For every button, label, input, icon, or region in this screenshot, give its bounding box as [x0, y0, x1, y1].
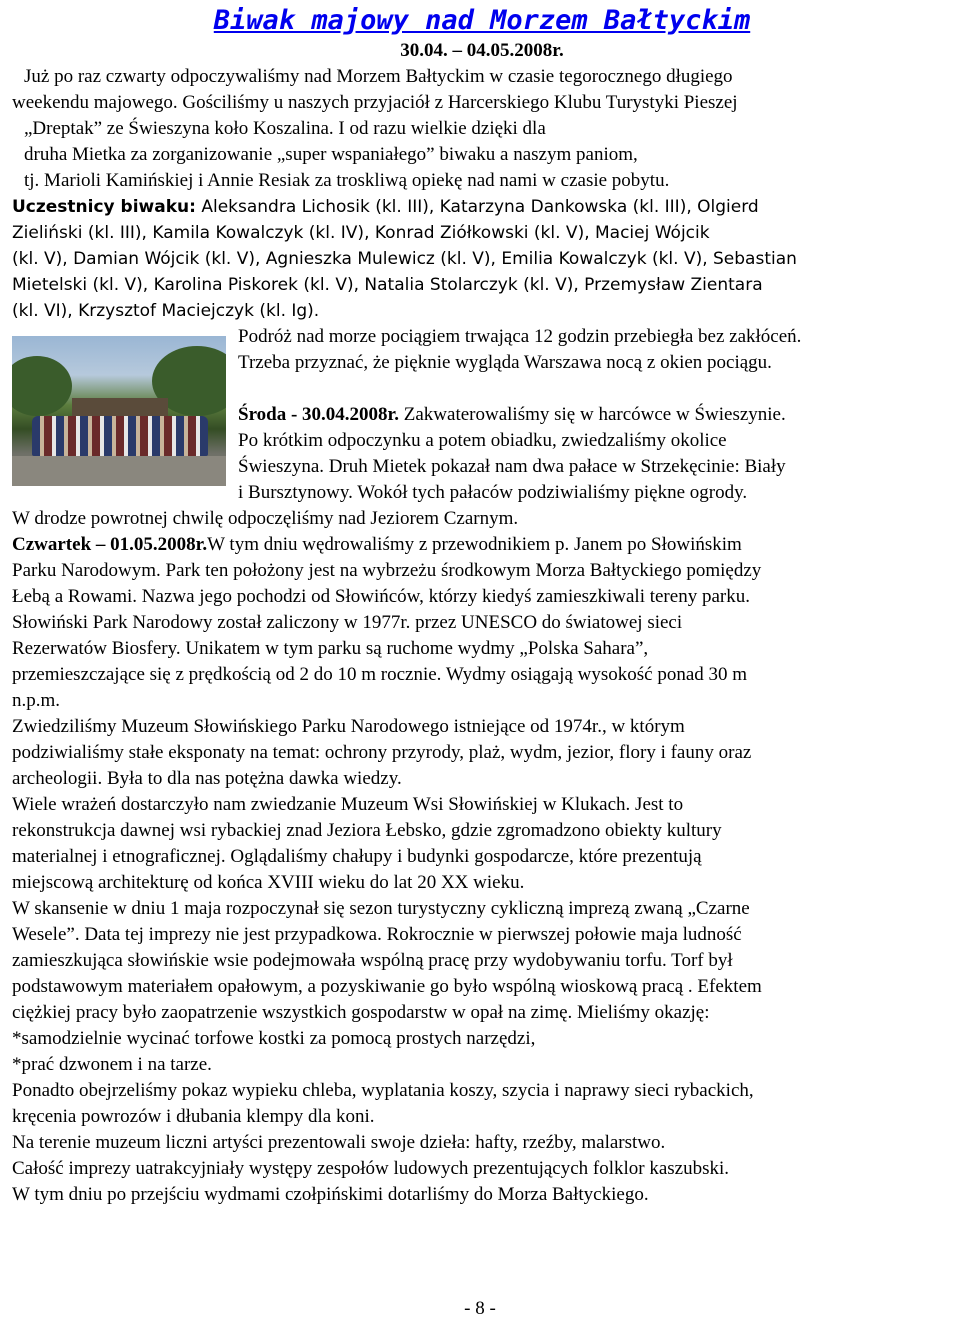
- skansen-line: zamieszkująca słowińskie wsie podejmowała wspólną pracę przy wydobywaniu torfu. Torf był: [12, 950, 733, 971]
- skansen-line: ciężkiej pracy było zaopatrzenie wszystkich gospodarstw w opał na zimę. Mieliśmy okazję:: [12, 1002, 710, 1023]
- closing-paragraph: [12, 1130, 952, 1208]
- travel-line: Trzeba przyznać, że pięknie wygląda Warszawa nocą z okien pociągu.: [238, 352, 772, 373]
- wednesday-line: i Bursztynowy. Wokół tych pałaców podziwialiśmy piękne ogrody.: [238, 482, 748, 503]
- museum-village-paragraph: [12, 792, 952, 896]
- museum-village-line: materialnej i etnograficznej. Oglądaliśmy chałupy i budynki gospodarcze, które prezentują: [12, 846, 702, 867]
- blank-line: [238, 376, 952, 402]
- thursday-line: Parku Narodowym. Park ten położony jest na wybrzeżu środkowym Morza Bałtyckiego pomiędzy: [12, 560, 762, 581]
- shows-line: kręcenia powrozów i dłubania klempy dla koni.: [12, 1106, 375, 1127]
- skansen-paragraph: [12, 896, 952, 1078]
- participants-line: (kl. VI), Krzysztof Maciejczyk (kl. Ig).: [12, 301, 320, 321]
- thursday-line: przemieszczające się z prędkością od 2 do 10 m rocznie. Wydmy osiągają wysokość ponad 30 m: [12, 664, 748, 685]
- wednesday-after-line: W drodze powrotnej chwilę odpoczęliśmy nad Jeziorem Czarnym.: [12, 508, 519, 529]
- photo-section: [12, 324, 952, 506]
- intro-line: Już po raz czwarty odpoczywaliśmy nad Morzem Bałtyckim w czasie tegorocznego długiego: [24, 66, 733, 87]
- intro-line: tj. Marioli Kamińskiej i Annie Resiak za troskliwą opiekę nad nami w czasie pobytu.: [24, 170, 670, 191]
- thursday-line: Rezerwatów Biosfery. Unikatem w tym parku są ruchome wydmy „Polska Sahara”,: [12, 638, 649, 659]
- event-dates: 30.04. – 04.05.2008r.: [400, 40, 564, 61]
- photo-ground: [12, 456, 226, 486]
- intro-line: weekendu majowego. Gościliśmy u naszych przyjaciół z Harcerskiego Klubu Turystyki Pieszej: [12, 92, 738, 113]
- travel-line: Podróż nad morze pociągiem trwająca 12 godzin przebiegła bez zakłóceń.: [238, 326, 802, 347]
- participants-line: (kl. V), Damian Wójcik (kl. V), Agnieszka Mulewicz (kl. V), Emilia Kowalczyk (kl. V), Sebastian: [12, 249, 797, 269]
- wednesday-line: Świeszyna. Druh Mietek pokazał nam dwa pałace w Strzekęcinie: Biały: [238, 456, 786, 477]
- museum-park-line: archeologii. Była to dla nas potężna dawka wiedzy.: [12, 768, 402, 789]
- wednesday-label: Środa - 30.04.2008r.: [238, 404, 399, 425]
- participants-label: Uczestnicy biwaku:: [12, 197, 196, 217]
- shows-paragraph: [12, 1078, 952, 1130]
- group-photo: [12, 336, 226, 486]
- museum-village-line: miejscową architekturę od końca XVIII wieku do lat 20 XX wieku.: [12, 872, 525, 893]
- participants-line: [12, 194, 952, 220]
- intro-line: „Dreptak” ze Świeszyna koło Koszalina. I od razu wielkie dzięki dla: [24, 118, 546, 139]
- photo-group-of-people: [32, 416, 208, 456]
- thursday-text: W tym dniu wędrowaliśmy z przewodnikiem p. Janem po Słowińskim: [207, 534, 742, 555]
- thursday-paragraph: [12, 532, 952, 714]
- museum-village-line: rekonstrukcja dawnej wsi rybackiej znad Jeziora Łebsko, gdzie zgromadzono obiekty kultury: [12, 820, 722, 841]
- document-page: [12, 4, 952, 1208]
- photo-tree: [12, 356, 72, 416]
- page-title: Biwak majowy nad Morzem Bałtyckim: [213, 5, 751, 36]
- thursday-line: Łebą a Rowami. Nazwa jego pochodzi od Słowińców, którzy kiedyś zamieszkiwali tereny parku.: [12, 586, 750, 607]
- skansen-line: Wesele”. Data tej imprezy nie jest przypadkowa. Rokrocznie w pierwszej połowie maja ludność: [12, 924, 742, 945]
- photo-side-text: [234, 324, 952, 506]
- museum-park-line: podziwialiśmy stałe eksponaty na temat: ochrony przyrody, plaż, wydm, jezior, flory i fauny oraz: [12, 742, 752, 763]
- participants-text: Aleksandra Lichosik (kl. III), Katarzyna Dankowska (kl. III), Olgierd: [195, 197, 759, 217]
- thursday-line: [12, 532, 952, 558]
- closing-line: W tym dniu po przejściu wydmami czołpińskimi dotarliśmy do Morza Bałtyckiego.: [12, 1184, 649, 1205]
- participants-paragraph: [12, 194, 952, 324]
- skansen-line: *prać dzwonem i na tarze.: [12, 1054, 212, 1075]
- intro-line: druha Mietka za zorganizowanie „super wspaniałego” biwaku a naszym paniom,: [24, 144, 638, 165]
- skansen-line: podstawowym materiałem opałowym, a pozyskiwanie go było wspólną wioskową pracą . Efektem: [12, 976, 762, 997]
- museum-village-line: Wiele wrażeń dostarczyło nam zwiedzanie Muzeum Wsi Słowińskiej w Klukach. Jest to: [12, 794, 684, 815]
- participants-line: Zieliński (kl. III), Kamila Kowalczyk (kl. IV), Konrad Ziółkowski (kl. V), Maciej Wójcik: [12, 223, 710, 243]
- thursday-line: Słowiński Park Narodowy został zaliczony w 1977r. przez UNESCO do światowej sieci: [12, 612, 683, 633]
- intro-paragraph: [12, 64, 952, 194]
- thursday-line: n.p.m.: [12, 690, 61, 711]
- thursday-label: Czwartek – 01.05.2008r.: [12, 534, 208, 555]
- participants-line: Mietelski (kl. V), Karolina Piskorek (kl. V), Natalia Stolarczyk (kl. V), Przemysław Zientara: [12, 275, 763, 295]
- wednesday-line: [238, 402, 952, 428]
- shows-line: Ponadto obejrzeliśmy pokaz wypieku chleba, wyplatania koszy, szycia i naprawy sieci rybackich,: [12, 1080, 754, 1101]
- skansen-line: W skansenie w dniu 1 maja rozpoczynał się sezon turystyczny cykliczną imprezą zwaną „Czarne: [12, 898, 750, 919]
- page-number: - 8 -: [464, 1298, 496, 1319]
- skansen-line: *samodzielnie wycinać torfowe kostki za pomocą prostych narzędzi,: [12, 1028, 536, 1049]
- closing-line: Całość imprezy uatrakcyjniały występy zespołów ludowych prezentujących folklor kaszubski.: [12, 1158, 730, 1179]
- museum-park-line: Zwiedziliśmy Muzeum Słowińskiego Parku Narodowego istniejące od 1974r., w którym: [12, 716, 685, 737]
- closing-line: Na terenie muzeum liczni artyści prezentowali swoje dzieła: hafty, rzeźby, malarstwo.: [12, 1132, 666, 1153]
- wednesday-text: Zakwaterowaliśmy się w harcówce w Świeszynie.: [399, 404, 786, 425]
- museum-park-paragraph: [12, 714, 952, 792]
- wednesday-line: Po krótkim odpoczynku a potem obiadku, zwiedzaliśmy okolice: [238, 430, 727, 451]
